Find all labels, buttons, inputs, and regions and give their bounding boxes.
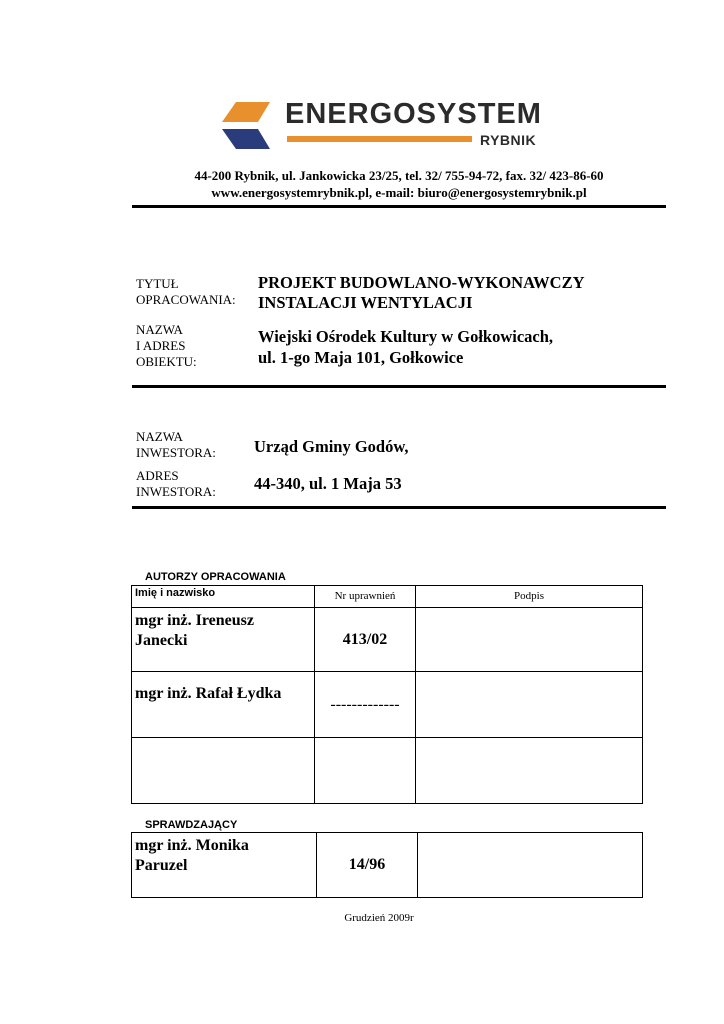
title-label: TYTUŁ OPRACOWANIA: [136,276,236,307]
checker-name: mgr inż. Monika Paruzel [132,833,317,898]
header-divider [132,205,666,208]
author-name [132,738,315,804]
author-license-number [315,738,416,804]
logo-name: ENERGOSYSTEM [285,98,542,130]
col-number-header: Nr uprawnień [315,586,416,608]
author-license-number: 413/02 [315,608,416,672]
author-license-number: ------------- [315,672,416,738]
checker-license-number: 14/96 [317,833,418,898]
object-name-address: Wiejski Ośrodek Kultury w Gołkowicach, ul. 1-go Maja 101, Gołkowice [258,327,554,367]
table-row [132,738,643,804]
table-row [132,672,643,738]
investor-address-label: ADRES INWESTORA: [136,468,216,499]
checker-table [131,832,643,898]
author-name: mgr inż. Ireneusz Janecki [132,608,315,672]
logo-subtext: RYBNIK [480,132,537,148]
title-divider [132,385,666,388]
investor-divider [132,506,666,509]
author-name: mgr inż. Rafał Łydka [132,672,315,738]
investor-name: Urząd Gminy Godów, [254,437,409,456]
investor-address: 44-340, ul. 1 Maja 53 [254,474,402,493]
company-web-email: www.energosystemrybnik.pl, e-mail: biuro@energosystemrybnik.pl [211,185,587,200]
document-title: PROJEKT BUDOWLANO-WYKONAWCZY INSTALACJI WENTYLACJI [258,273,585,312]
company-address: 44-200 Rybnik, ul. Jankowicka 23/25, tel. 32/ 755-94-72, fax. 32/ 423-86-60 [194,168,604,183]
authors-section-title: AUTORZY OPRACOWANIA [145,571,286,583]
col-signature-header: Podpis [416,586,643,608]
object-label: NAZWA I ADRES OBIEKTU: [136,322,197,369]
author-signature [416,608,643,672]
table-row [132,833,643,898]
table-row [132,608,643,672]
energosystem-logo-icon [222,102,272,150]
authors-table [131,585,643,804]
author-signature [416,672,643,738]
checker-section-title: SPRAWDZAJĄCY [145,819,238,831]
document-date: Grudzień 2009r [344,912,414,924]
checker-signature [418,833,643,898]
investor-name-label: NAZWA INWESTORA: [136,429,216,460]
col-name-header: Imię i nazwisko [132,586,315,608]
author-signature [416,738,643,804]
logo-underline-bar [287,136,472,142]
